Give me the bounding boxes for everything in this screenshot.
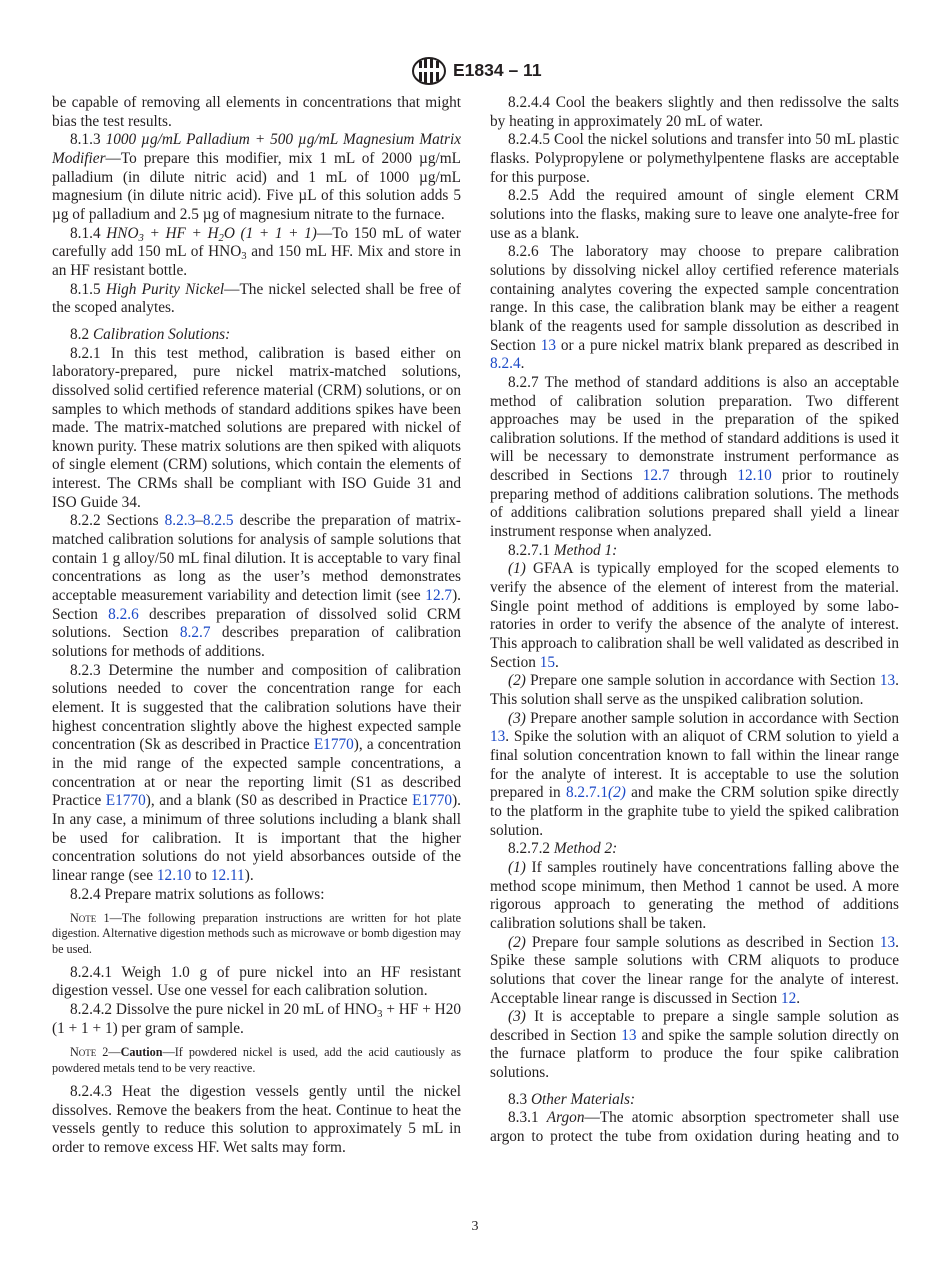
text-run: through [669,467,738,485]
paragraph [490,374,899,542]
text-run: . This solution shall serve as the unspiked calibration solution. [490,672,899,708]
left-column [52,94,461,1157]
text-run: 8.2 [70,325,93,343]
text-run: ). In any case, a minimum of three solutions including a blank shall be used for calibration. It is important that the higher concentration solutions do not yield absorbances outside of the linear range (see [52,792,461,884]
cross-reference-link[interactable]: 13 [490,728,506,746]
cross-reference-link[interactable]: 13 [540,336,557,354]
text-run: (3) [508,1008,526,1026]
text-run: . Spike the solution with an aliquot of CRM solution to yield a final solution concentration known to fall within the linear range for the analyte of interest. It is acceptable to use the solution prepared in [490,728,899,802]
text-run: + HF + H [143,224,219,242]
subscript: 3 [377,1008,383,1021]
text-run: 8.2.7.2 [508,840,554,858]
text-run: Prepare one sample solution in accordance with Section [525,672,880,690]
text-run: and 150 mL HF. Mix and store in an HF resistant bottle. [52,243,461,279]
text-run: Method 1: [553,541,618,559]
text-run: Calibration Solutions: [92,325,231,343]
text-run: 8.1.3 [70,131,106,149]
paragraph [490,934,899,1009]
paragraph [52,1083,461,1158]
cross-reference-link[interactable]: 15 [539,653,556,671]
text-run: Caution [120,1045,163,1060]
cross-reference-link[interactable]: 13 [621,1026,637,1044]
cross-reference-link[interactable]: 12.10 [156,866,192,884]
cross-reference-link[interactable]: 12.10 [737,467,772,485]
text-run: 8.3.1 [508,1109,547,1127]
text-run: 8.2.2 Sections [70,512,165,530]
cross-reference-link[interactable]: 13 [879,672,896,690]
page-number: 3 [471,1219,479,1234]
cross-reference-link[interactable]: 12.7 [425,587,453,605]
text-run: and spike the sample solution directly on the furnace platform to produce the four spike calibration solutions. [490,1026,899,1082]
cross-reference-link[interactable]: E1770 [105,792,146,810]
right-column [490,94,899,1147]
paragraph [490,243,899,374]
text-run: 8.2.3 Determine the number and composition of calibration solutions needed to cover the concentration range for each element. It is suggested that the calibration solutions have their highest concentration slightly above the highest expected sample concentration (Sk as described in Practice [52,661,461,754]
cross-reference-link[interactable]: 8.2.7.1 [565,784,609,802]
text-run: 8.2.4.3 Heat the digestion vessels gently until the nickel dissolves. Remove the beakers from the heat. Continue to heat the vessels gently to reduce this solution to approximately 5 mL in order to remove excess HF. Wet salts may form. [52,1082,461,1156]
text-run: 8.2.7 The method of standard additions is also an acceptable method of calibration solution preparation. Two different approaches may be used in the preparation of the spiked calibration solutions. If the method of standard additions is used it will be necessary to demonstrate instrument performance as described in Sections [490,373,899,485]
text-run: 8.2.4.1 Weigh 1.0 g of pure nickel into an HF resistant digestion vessel. Use one vessel for each calibration solution. [52,963,461,1000]
cross-reference-link[interactable]: 12.7 [642,467,670,485]
text-run: Method 2: [553,840,618,858]
text-run: ). Section [52,587,461,623]
text-run: 8.2.4.5 Cool the nickel solutions and transfer into 50 mL plastic flasks. Polypropylene or polymethylpentene flasks are acceptable for this purpose. [490,131,899,186]
cross-reference-link[interactable]: 8.2.6 [108,605,139,623]
paragraph [490,859,899,934]
text-run: ). [244,866,254,884]
text-run: (2) [508,672,526,690]
paragraph [490,131,899,187]
text-run: 1—The following preparation instructions are written for hot plate digestion. Alternative digestion methods such as microwave or bomb digestion may be used. [52,911,461,956]
cross-reference-link[interactable]: (2) [608,784,626,802]
text-run: – [195,512,203,530]
paragraph [52,886,461,905]
text-run: O (1 + 1 + 1) [223,224,317,242]
text-run: Argon [546,1109,585,1127]
paragraph [490,710,899,841]
text-run: —The nickel selected shall be free of the scoped analytes. [52,280,461,317]
text-run: 8.2.4.4 Cool the beakers slightly and then redissolve the salts by heating in approximately 20 mL of water. [490,94,899,130]
text-run: ), and a blank (S0 as described in Practice [145,792,413,810]
paragraph [490,94,899,131]
paragraph [52,281,461,318]
cross-reference-link[interactable]: 13 [879,933,896,951]
text-run: Note [70,911,97,926]
text-run: 8.2.5 Add the required amount of single element CRM solutions into the flasks, making sure to leave one analyte-free for use as a blank. [490,187,899,242]
text-run: 2— [96,1045,121,1060]
text-run: 8.1.5 [70,280,106,298]
text-run: It is acceptable to prepare a single sample solution as described in Section [490,1008,899,1044]
paragraph [52,662,461,886]
paragraph [490,1109,899,1146]
text-run: High Purity Nickel [105,280,225,298]
paragraph [490,1008,899,1083]
text-run: . [796,989,801,1007]
cross-reference-link[interactable]: 8.2.5 [202,512,234,530]
paragraph [490,672,899,709]
document-id: E1834 – 11 [453,60,542,80]
paragraph [52,94,461,131]
text-run: ), a concentration in the mid range of the expected sample concentrations, a concentration at or near the reporting limit (S1 as described Practice [52,736,462,810]
text-run: be capable of removing all elements in concentrations that might bias the test results. [52,94,461,130]
paragraph [490,542,899,561]
text-run: and make the CRM solution spike directly to the platform in the graphite tube to yield the spiked calibration solution. [490,784,899,839]
text-run: Note [70,1045,97,1060]
text-run: Prepare another sample solution in accordance with Section [525,709,899,727]
text-run: 8.2.1 In this test method, calibration is based either on laboratory-prepared, pure nickel matrix-matched solutions, dissolved solid certified reference material (CRM) solutions, or on samples to which methods of standard additions spikes have been made. The matrix-matched solutions are prepared with nickel of known purity. These matrix solutions are then spiked with aliquots of single element (CRM) solutions, which contain the elements of interest. The CRMs shall be compliant with ISO Guide 31 and ISO Guide 34. [52,344,461,511]
text-run: 8.2.4 Prepare matrix solutions as follows: [70,885,325,903]
text-run: —If powdered nickel is used, add the acid cautiously as powdered metals tend to be very reactive. [52,1045,462,1075]
text-run: 1000 µg/mL Palladium + 500 µg/mL Magnesium Matrix Modifier [52,131,461,167]
cross-reference-link[interactable]: 8.2.3 [164,512,196,530]
paragraph [52,225,461,281]
text-run: Other Materials: [530,1090,636,1108]
note [52,1045,461,1075]
text-run: (2) [508,933,526,951]
cross-reference-link[interactable]: 8.2.7 [179,624,211,642]
text-run: + HF + H20 (1 + 1 + 1) per gram of sample. [52,1001,461,1037]
cross-reference-link[interactable]: 8.2.4 [490,355,521,373]
text-run: 8.2.4.2 Dissolve the pure nickel in 20 mL of HNO [70,1001,378,1019]
text-run: —The atomic absorption spectrometer shall use argon to protect the tube from oxidation during heating and to [490,1109,900,1146]
paragraph [490,840,899,859]
paragraph [52,964,461,1001]
paragraph [52,131,461,224]
text-run: . [520,355,525,373]
text-run: (3) [508,709,526,727]
note [52,911,461,957]
text-run: . [555,653,559,671]
subscript: 3 [138,231,144,244]
text-run: Prepare four sample solutions as described in Section [525,933,880,951]
text-run: (1) [508,560,526,578]
text-run: (1) [508,858,526,876]
cross-reference-link[interactable]: 12.11 [210,866,245,884]
text-run: 8.1.4 [70,224,107,242]
subscript: 2 [218,231,224,244]
text-run: describe the preparation of matrix-matched calibration solutions for analysis of sample solutions that contain 1 g alloy/50 mL final dilution. It is acceptable to vary final concentrations as long as the user’s method demonstrates acceptable measurement variability and detection limit (see [52,512,461,605]
text-run: prior to routinely preparing method of additions calibration solutions. The methods of additions calibration solutions prepared shall yield a linear instrument response when analyzed. [490,467,899,541]
paragraph [490,560,899,672]
text-run: describes preparation of dissolved solid CRM solutions. Section [52,605,461,642]
text-run: GFAA is typically employed for the scoped elements to verify the absence of the element of interest from the material. Single point method of additions is employed by some laboratories in order to verify the absence of the analyte of interest. This approach to calibration shall be well validated as described in Section [490,560,899,671]
text-run: —To prepare this modifier, mix 1 mL of 2000 µg/mL palladium (in dilute nitric acid) and 1 mL of 1000 µg/mL magnesium (in dilute nitric acid). Five µL of this solution adds 5 µg of palladium and 2.5 µg of magnesium nitrate to the furnace. [52,149,461,223]
text-run: HNO [106,224,139,242]
text-run: —To 150 mL of water carefully add 150 mL of HNO [52,224,461,261]
text-run: If samples routinely have concentrations falling above the method scope minimum, then Method 1 cannot be used. A more rigorous approach to generating the method of additions calibration solutions shall be taken. [490,858,899,932]
cross-reference-link[interactable]: E1770 [313,736,354,754]
text-run: 8.2.6 The laboratory may choose to prepare calibration solutions by dissolving nickel alloy certified reference materials containing analytes covering the expected sample concentration range. In this case, the calibration blank may be either a reagent blank of the reagents used for sample dissolution as described in Section [490,243,899,354]
paragraph [52,345,461,513]
cross-reference-link[interactable]: 12 [780,989,797,1007]
paragraph [490,1091,899,1110]
text-run: 8.3 [508,1090,531,1108]
text-run: or a pure nickel matrix blank prepared as described in [556,336,899,354]
paragraph [490,187,899,243]
text-run: to [191,866,211,884]
paragraph [52,1001,461,1038]
cross-reference-link[interactable]: E1770 [412,792,453,810]
text-run: . Spike these sample solutions with CRM aliquots to produce solutions that cover the linear range for the analyte of interest. Acceptable linear range is discussed in Section [490,933,899,1007]
astm-logo-icon [411,56,447,86]
subscript: 3 [241,250,247,263]
paragraph [52,326,461,345]
paragraph [52,512,461,661]
text-run: describes preparation of calibration solutions for methods of additions. [52,624,462,661]
text-run: 8.2.7.1 [508,541,554,559]
